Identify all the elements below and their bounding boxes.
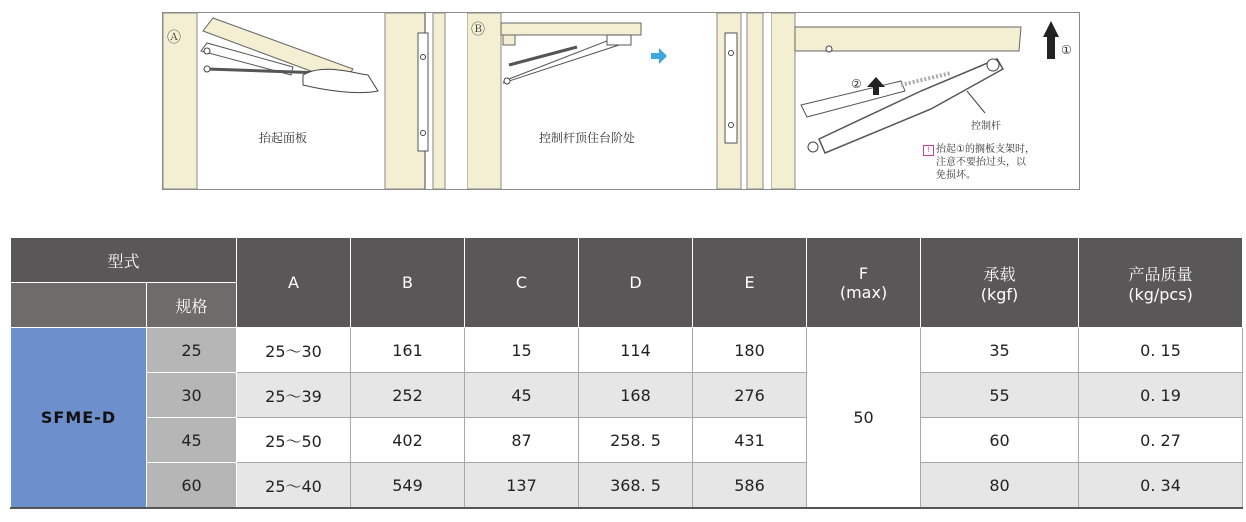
panel-b-badge: Ⓑ xyxy=(471,22,485,38)
size-cell: 25 xyxy=(147,328,237,373)
table-row xyxy=(11,418,1243,463)
b-cell: 252 xyxy=(351,373,465,418)
table-row xyxy=(11,373,1243,418)
c-cell: 87 xyxy=(465,418,579,463)
e-cell: 180 xyxy=(693,328,807,373)
e-cell: 431 xyxy=(693,418,807,463)
header-weight-unit: (kg/pcs) xyxy=(1128,284,1193,304)
b-cell: 549 xyxy=(351,463,465,509)
b-cell: 402 xyxy=(351,418,465,463)
f-cell: 50 xyxy=(807,328,921,509)
header-a: A xyxy=(237,238,351,328)
c-cell: 15 xyxy=(465,328,579,373)
step-2-label: ② xyxy=(851,77,862,91)
panel-a-drawing xyxy=(163,13,449,189)
lever-label: 控制杆 xyxy=(971,121,1001,132)
header-b: B xyxy=(351,238,465,328)
header-f xyxy=(807,238,921,328)
table-row xyxy=(11,328,1243,373)
panel-a xyxy=(163,13,449,189)
caution-note-line-2: 注意不要抬过头，以 xyxy=(936,157,1026,168)
size-cell: 60 xyxy=(147,463,237,509)
panel-c xyxy=(771,13,1079,189)
weight-cell: 0. 34 xyxy=(1079,463,1243,509)
panel-b xyxy=(467,13,765,189)
panel-a-badge: Ⓐ xyxy=(167,30,181,46)
header-load-label: 承载 xyxy=(983,264,1016,284)
header-c: C xyxy=(465,238,579,328)
a-cell: 25～30 xyxy=(237,328,351,373)
b-cell: 161 xyxy=(351,328,465,373)
e-cell: 276 xyxy=(693,373,807,418)
installation-illustration xyxy=(162,12,1080,190)
load-cell: 80 xyxy=(921,463,1079,509)
panel-a-caption: 抬起面板 xyxy=(259,131,308,145)
weight-cell: 0. 19 xyxy=(1079,373,1243,418)
c-cell: 45 xyxy=(465,373,579,418)
caution-note xyxy=(923,143,1035,182)
a-cell: 25～39 xyxy=(237,373,351,418)
header-weight-label: 产品质量 xyxy=(1128,264,1193,284)
panel-b-drawing xyxy=(467,13,765,189)
d-cell: 114 xyxy=(579,328,693,373)
weight-cell: 0. 27 xyxy=(1079,418,1243,463)
header-model-blank xyxy=(11,283,147,328)
a-cell: 25～50 xyxy=(237,418,351,463)
step-1-label: ① xyxy=(1061,43,1072,57)
header-size: 规格 xyxy=(147,283,237,328)
size-cell: 30 xyxy=(147,373,237,418)
e-cell: 586 xyxy=(693,463,807,509)
table-row xyxy=(11,463,1243,509)
header-model: 型式 xyxy=(11,238,237,283)
spec-table xyxy=(10,237,1243,509)
weight-cell: 0. 15 xyxy=(1079,328,1243,373)
caution-note-line-3: 免损坏。 xyxy=(936,170,976,181)
a-cell: 25～40 xyxy=(237,463,351,509)
d-cell: 368. 5 xyxy=(579,463,693,509)
d-cell: 168 xyxy=(579,373,693,418)
load-cell: 60 xyxy=(921,418,1079,463)
caution-note-line-1: 抬起①的搁板支架时， xyxy=(936,144,1035,155)
d-cell: 258. 5 xyxy=(579,418,693,463)
load-cell: 35 xyxy=(921,328,1079,373)
panel-b-caption: 控制杆顶住台阶处 xyxy=(539,131,636,145)
header-f-label: F xyxy=(858,263,869,283)
header-weight xyxy=(1079,238,1243,328)
header-e: E xyxy=(693,238,807,328)
header-load-unit: (kgf) xyxy=(980,284,1019,304)
size-cell: 45 xyxy=(147,418,237,463)
model-cell: SFME-D xyxy=(11,328,147,509)
header-load xyxy=(921,238,1079,328)
c-cell: 137 xyxy=(465,463,579,509)
header-d: D xyxy=(579,238,693,328)
caution-icon: ! xyxy=(923,145,934,156)
load-cell: 55 xyxy=(921,373,1079,418)
header-f-unit: (max) xyxy=(839,282,888,302)
